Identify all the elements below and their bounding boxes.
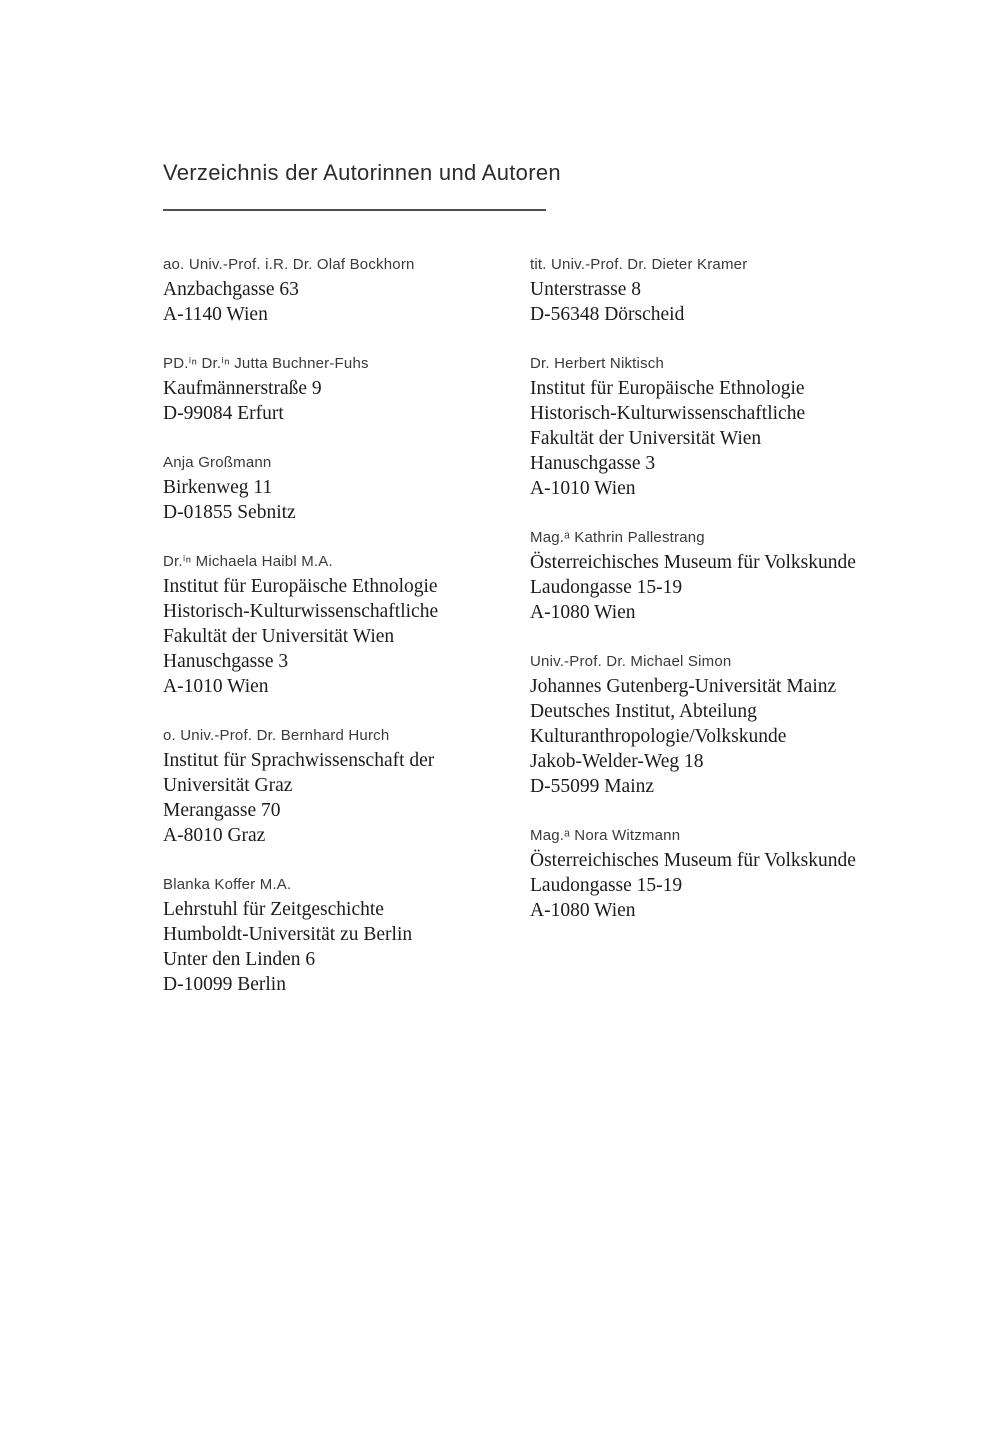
address-line: A-8010 Graz [163,825,266,846]
address-line: A-1080 Wien [530,900,636,921]
address-line: D-99084 Erfurt [163,403,284,424]
address-line: Fakultät der Universität Wien [530,428,762,449]
address-line: Österreichisches Museum für Volkskunde [530,552,856,573]
author-name: Univ.-Prof. Dr. Michael Simon [530,653,732,670]
address-line: A-1140 Wien [163,304,268,325]
address-line: D-56348 Dörscheid [530,304,685,325]
address-line: Unterstrasse 8 [530,279,642,300]
address-line: Laudongasse 15-19 [530,577,683,598]
author-entry [163,450,523,525]
address-line: Historisch-Kulturwissenschaftliche [530,403,806,424]
address-line: D-55099 Mainz [530,776,655,797]
author-name: PD.ⁱⁿ Dr.ⁱⁿ Jutta Buchner-Fuhs [163,355,369,372]
author-entry [163,872,523,997]
address-line: Institut für Europäische Ethnologie [530,378,805,399]
author-column-right [530,252,960,947]
author-entry [530,351,960,501]
address-line: Kaufmännerstraße 9 [163,378,322,399]
address-line: Lehrstuhl für Zeitgeschichte [163,899,384,920]
author-name: Mag.ᵃ Nora Witzmann [530,827,681,844]
address-line: A-1010 Wien [163,676,269,697]
author-name: Blanka Koffer M.A. [163,876,292,893]
address-line: Kulturanthropologie/Volkskunde [530,726,787,747]
title-underline-rule [163,209,546,211]
address-line: Hanuschgasse 3 [163,651,289,672]
address-line: A-1010 Wien [530,478,636,499]
address-line: Johannes Gutenberg-Universität Mainz [530,676,837,697]
address-line: D-10099 Berlin [163,974,286,995]
address-line: A-1080 Wien [530,602,636,623]
author-entry [530,525,960,625]
address-line: Humboldt-Universität zu Berlin [163,924,413,945]
address-line: Anzbachgasse 63 [163,279,299,300]
author-name: ao. Univ.-Prof. i.R. Dr. Olaf Bockhorn [163,256,415,273]
address-line: Jakob-Welder-Weg 18 [530,751,704,772]
author-column-left [163,252,523,1021]
address-line: Historisch-Kulturwissenschaftliche [163,601,439,622]
author-entry [163,549,523,699]
address-line: Institut für Europäische Ethnologie [163,576,438,597]
address-line: Österreichisches Museum für Volkskunde [530,850,856,871]
author-name: o. Univ.-Prof. Dr. Bernhard Hurch [163,727,390,744]
author-entry [163,351,523,426]
address-line: Birkenweg 11 [163,477,273,498]
address-line: Unter den Linden 6 [163,949,316,970]
author-name: Dr. Herbert Niktisch [530,355,665,372]
author-name: Mag.ᵃ Kathrin Pallestrang [530,529,705,546]
page-title: Verzeichnis der Autorinnen und Autoren [163,160,561,185]
author-entry [163,252,523,327]
author-name: Dr.ⁱⁿ Michaela Haibl M.A. [163,553,333,570]
address-line: D-01855 Sebnitz [163,502,296,523]
author-entry [530,823,960,923]
author-name: tit. Univ.-Prof. Dr. Dieter Kramer [530,256,748,273]
address-line: Institut für Sprachwissenschaft der [163,750,435,771]
author-name: Anja Großmann [163,454,272,471]
address-line: Merangasse 70 [163,800,281,821]
author-entry [530,649,960,799]
author-entry [163,723,523,848]
address-line: Fakultät der Universität Wien [163,626,395,647]
address-line: Universität Graz [163,775,293,796]
address-line: Laudongasse 15-19 [530,875,683,896]
address-line: Hanuschgasse 3 [530,453,656,474]
author-entry [530,252,960,327]
address-line: Deutsches Institut, Abteilung [530,701,757,722]
